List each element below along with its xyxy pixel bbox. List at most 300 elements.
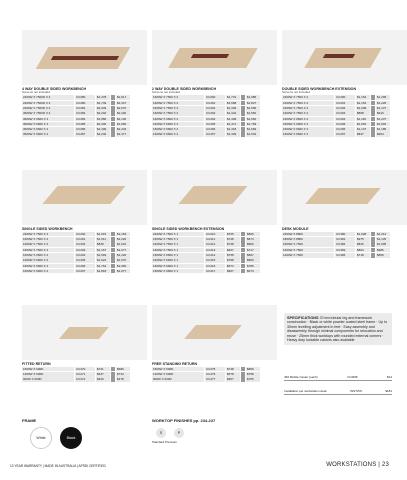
cell-price-black: $734 bbox=[116, 372, 130, 377]
cell-code: CC293 bbox=[335, 111, 355, 116]
cell-size: 1200W X 7500 bbox=[282, 253, 334, 258]
worktop-premium-label: Premium bbox=[165, 440, 178, 444]
table-row bbox=[22, 253, 147, 258]
cell-size: 1800W X 8800 bbox=[282, 237, 334, 242]
cell-code: CC207 bbox=[75, 269, 95, 274]
product-image-desk bbox=[282, 170, 407, 225]
cell-code: CC267 bbox=[205, 132, 225, 137]
frame-icon bbox=[111, 377, 115, 382]
cell-size: 3600W X 6600 X 4 bbox=[22, 127, 74, 132]
cell-size: 2400W X 7500D X 4 bbox=[22, 95, 74, 100]
cell-price-white: $667 bbox=[226, 377, 240, 382]
table-row bbox=[282, 237, 407, 242]
section-subtitle: Screens not included bbox=[152, 90, 181, 95]
cell-price-white: $627 bbox=[226, 248, 240, 253]
section-fitted-return bbox=[22, 305, 147, 382]
frame-icon bbox=[241, 122, 245, 127]
table-row bbox=[22, 264, 147, 269]
cell-price-black: $1,135 bbox=[376, 237, 390, 242]
cell-price-black: $1,077 bbox=[116, 248, 130, 253]
cell-price-white: $718 bbox=[356, 253, 370, 258]
cell-price-white: $1,093 bbox=[96, 253, 110, 258]
table-row bbox=[152, 122, 277, 127]
table-row bbox=[282, 232, 407, 237]
cell-price-black: $1,094 bbox=[376, 122, 390, 127]
section-desk-module bbox=[282, 170, 407, 258]
specifications-text: 37mm tubular leg and framework construction · Black or white powder coated steel frame · Up to 30mm levelling adjustment in feet · Easy assembly and disassembly through minimal components for relocation and reuse · 25mm thick worktops with rounded external corners · Heavy duty lockable castors also available bbox=[287, 316, 388, 343]
cell-code: CC217 bbox=[205, 269, 225, 274]
cell-size: 1600W X 6600 X 1 bbox=[152, 258, 204, 263]
table-row bbox=[22, 367, 147, 372]
cell-price-black: $2,130 bbox=[116, 117, 130, 122]
cell-code: CC291 bbox=[335, 101, 355, 106]
accessory-code: CCM08 bbox=[347, 375, 358, 379]
cell-size: 1600W X 7500 X 2 bbox=[22, 242, 74, 247]
cell-price-white: $1,167 bbox=[96, 248, 110, 253]
section-subtitle: Screens not included bbox=[22, 90, 51, 95]
cell-size: 2400W X 7500D X 4 bbox=[22, 106, 74, 111]
cell-price-white: $1,028 bbox=[356, 232, 370, 237]
table-row bbox=[152, 264, 277, 269]
footer-section: WORKSTATIONS bbox=[326, 462, 377, 468]
cell-size: 1600W X 6600 X 2 bbox=[282, 122, 334, 127]
table-row bbox=[152, 117, 277, 122]
cell-size: 1500W X 600D bbox=[152, 367, 204, 372]
cell-price-black: $964 bbox=[376, 132, 390, 137]
cell-code: CC205 bbox=[75, 258, 95, 263]
cell-size: 1200W X 600D bbox=[22, 372, 74, 377]
frame-icon bbox=[111, 269, 115, 274]
cell-price-white: $667 bbox=[226, 269, 240, 274]
cell-price-white: $1,568 bbox=[226, 101, 240, 106]
table-row bbox=[152, 372, 277, 377]
cell-price-white: $1,818 bbox=[96, 269, 110, 274]
cell-code: CC285 bbox=[75, 122, 95, 127]
section-title: FREE STANDING RETURN bbox=[152, 362, 198, 366]
section-2way bbox=[152, 30, 277, 137]
cell-price-black: $2,347 bbox=[116, 101, 130, 106]
worktop-standard-swatch bbox=[156, 428, 166, 438]
cell-price-white: $1,137 bbox=[356, 127, 370, 132]
frame-icon bbox=[241, 232, 245, 237]
cell-size: 1600W X 7500 bbox=[282, 248, 334, 253]
cell-price-black: $673 bbox=[246, 269, 260, 274]
product-image-free-standing bbox=[152, 305, 277, 360]
cell-size: 1600W X 6600 X 2 bbox=[152, 117, 204, 122]
section-title: DESK MODULE bbox=[282, 227, 309, 231]
cell-size: 1200W X 600D bbox=[152, 372, 204, 377]
price-table bbox=[22, 95, 147, 137]
cell-code: CC200 bbox=[75, 232, 95, 237]
frame-icon bbox=[111, 253, 115, 258]
cell-code: CC281 bbox=[75, 106, 95, 111]
table-row bbox=[152, 111, 277, 116]
cell-code: CC265 bbox=[205, 122, 225, 127]
cell-price-black: $1,226 bbox=[116, 253, 130, 258]
cell-size: 1600W X 7500 X 2 bbox=[282, 106, 334, 111]
section-title: FITTED RETURN bbox=[22, 362, 51, 366]
cell-price-white: $1,624 bbox=[96, 258, 110, 263]
cell-price-white: $1,880 bbox=[96, 117, 110, 122]
cell-size: 2400W X 7500D X 4 bbox=[22, 101, 74, 106]
cell-code: CC384 bbox=[335, 253, 355, 258]
section-title: 2 WAY DOUBLE SIDED WORKBENCH bbox=[152, 87, 217, 91]
table-row bbox=[22, 377, 147, 382]
cell-code: CC290 bbox=[335, 95, 355, 100]
product-image-single-extension bbox=[152, 170, 277, 225]
frame-icon bbox=[111, 258, 115, 263]
frame-icon bbox=[111, 248, 115, 253]
frame-icon bbox=[111, 127, 115, 132]
frame-icon bbox=[241, 242, 245, 247]
section-single-extension bbox=[152, 170, 277, 273]
cell-size: 1600W X 7500 X 1 bbox=[152, 242, 204, 247]
cell-code: CC297 bbox=[335, 132, 355, 137]
cell-size: 3600W X 6600 X 4 bbox=[22, 117, 74, 122]
cell-code: CC272 bbox=[75, 377, 95, 382]
product-image-4way bbox=[22, 30, 147, 85]
cell-size: 2400W X 7500 X 2 bbox=[282, 95, 334, 100]
table-row bbox=[22, 101, 147, 106]
frame-icon bbox=[371, 101, 375, 106]
cell-price-white: $2,202 bbox=[96, 111, 110, 116]
cell-price-black: $1,660 bbox=[246, 117, 260, 122]
price-table bbox=[152, 367, 277, 382]
accessory-row-caster bbox=[284, 375, 392, 381]
cell-code: CC266 bbox=[205, 127, 225, 132]
frame-white-swatch bbox=[30, 427, 52, 449]
cell-code: CC287 bbox=[75, 132, 95, 137]
table-row bbox=[152, 258, 277, 263]
table-row bbox=[152, 127, 277, 132]
table-row bbox=[22, 95, 147, 100]
worktop-premium-code: P bbox=[177, 431, 181, 435]
frame-icon bbox=[111, 122, 115, 127]
cell-price-white: $1,118 bbox=[356, 117, 370, 122]
cell-price-black: $478 bbox=[116, 377, 130, 382]
cell-size: 1500W X 600D bbox=[22, 367, 74, 372]
table-row bbox=[22, 122, 147, 127]
worktop-standard-code: S bbox=[159, 431, 163, 435]
cell-code: CC204 bbox=[75, 253, 95, 258]
cell-price-black: $1,214 bbox=[376, 232, 390, 237]
cell-price-white: $1,154 bbox=[356, 95, 370, 100]
section-single-sided bbox=[22, 170, 147, 273]
cell-price-white: $2,246 bbox=[96, 132, 110, 137]
cell-price-black: $755 bbox=[246, 377, 260, 382]
table-row bbox=[152, 132, 277, 137]
table-row bbox=[152, 269, 277, 274]
cell-price-white: $1,418 bbox=[226, 127, 240, 132]
cell-size: 1600W X 6600 X 2 bbox=[152, 122, 204, 127]
table-row bbox=[152, 377, 277, 382]
cell-price-white: $673 bbox=[226, 264, 240, 269]
cell-price-black: $2,670 bbox=[116, 106, 130, 111]
table-row bbox=[282, 248, 407, 253]
table-row bbox=[22, 242, 147, 247]
cell-code: CC263 bbox=[205, 111, 225, 116]
cell-size: 1600W X 7500 X 2 bbox=[152, 106, 204, 111]
cell-code: CC277 bbox=[205, 377, 225, 382]
frame-icon bbox=[371, 232, 375, 237]
frame-icon bbox=[371, 106, 375, 111]
cell-price-white: $1,731 bbox=[226, 95, 240, 100]
product-image-extension bbox=[282, 30, 407, 85]
cell-code: CC295 bbox=[335, 122, 355, 127]
table-row bbox=[282, 132, 407, 137]
cell-price-white: $758 bbox=[226, 253, 240, 258]
cell-size: 1600W X 6600 X 2 bbox=[152, 127, 204, 132]
cell-price-black: $1,960 bbox=[116, 122, 130, 127]
frame-icon bbox=[241, 95, 245, 100]
cell-price-white: $2,409 bbox=[96, 127, 110, 132]
cell-code: CC280 bbox=[75, 95, 95, 100]
cell-price-black: $2,320 bbox=[116, 111, 130, 116]
cell-price-white: $1,749 bbox=[96, 101, 110, 106]
cell-price-white: $1,471 bbox=[226, 122, 240, 127]
accessory-price: $181 bbox=[385, 389, 392, 393]
cell-size: 2400W X 8800 bbox=[282, 232, 334, 237]
table-row bbox=[22, 269, 147, 274]
cell-price-black: $860 bbox=[246, 258, 260, 263]
cell-code: CC280 bbox=[75, 101, 95, 106]
frame-icon bbox=[371, 95, 375, 100]
cell-code: CC260 bbox=[205, 95, 225, 100]
frame-icon bbox=[111, 101, 115, 106]
cell-code: CC213 bbox=[205, 248, 225, 253]
cell-size: 3600W X 6600 X 4 bbox=[22, 122, 74, 127]
cell-price-white: $748 bbox=[226, 367, 240, 372]
frame-icon bbox=[371, 132, 375, 137]
table-row bbox=[22, 132, 147, 137]
cell-price-white: $845 bbox=[356, 242, 370, 247]
cell-size: 1600W X 6600 X 1 bbox=[152, 269, 204, 274]
table-row bbox=[152, 242, 277, 247]
cell-code: CC262 bbox=[205, 106, 225, 111]
cell-price-white: $1,764 bbox=[96, 264, 110, 269]
cell-size: 1600W X 7500 X 2 bbox=[152, 95, 204, 100]
cell-price-black: $1,024 bbox=[116, 242, 130, 247]
frame-icon bbox=[241, 127, 245, 132]
table-row bbox=[152, 237, 277, 242]
section-title: 4 WAY DOUBLE SIDED WORKBENCH bbox=[22, 87, 87, 91]
cell-size: 1600W X 6600 X 2 bbox=[152, 132, 204, 137]
cell-code: CC201 bbox=[75, 237, 95, 242]
cell-price-black: $874 bbox=[246, 237, 260, 242]
cell-price-black: $1,596 bbox=[246, 106, 260, 111]
product-image-single bbox=[22, 170, 147, 225]
cell-size: 2400W X 7500 X 1 bbox=[152, 232, 204, 237]
frame-icon bbox=[371, 127, 375, 132]
cell-price-white: $629 bbox=[96, 377, 110, 382]
cell-price-white: $1,339 bbox=[226, 132, 240, 137]
price-table bbox=[282, 232, 407, 258]
cell-size: 1600W X 6600 X 2 bbox=[282, 117, 334, 122]
cell-price-black: $866 bbox=[246, 232, 260, 237]
cell-price-black: $1,226 bbox=[376, 101, 390, 106]
table-row bbox=[22, 237, 147, 242]
frame-icon bbox=[241, 258, 245, 263]
frame-icon bbox=[241, 248, 245, 253]
frame-icon bbox=[111, 111, 115, 116]
worktop-heading: WORKTOP FINISHES pp. 234-237 bbox=[152, 418, 216, 423]
cell-code: CC216 bbox=[205, 264, 225, 269]
accessory-label: 460 Mobile Caster (each) bbox=[284, 375, 318, 379]
cell-price-white: $1,448 bbox=[226, 117, 240, 122]
cell-code: CC383 bbox=[335, 248, 355, 253]
cell-size: 1600W X 7500 X 1 bbox=[152, 237, 204, 242]
specifications-heading: SPECIFICATIONS bbox=[287, 316, 319, 320]
cell-price-white: $578 bbox=[226, 372, 240, 377]
cell-code: CC202 bbox=[75, 242, 95, 247]
price-table bbox=[152, 232, 277, 274]
cell-size: 1600W X 6600 X 2 bbox=[22, 269, 74, 274]
cell-code: CC211 bbox=[205, 237, 225, 242]
cell-price-white: $868 bbox=[356, 111, 370, 116]
frame-icon bbox=[111, 242, 115, 247]
table-row bbox=[282, 253, 407, 258]
cell-price-white: $2,349 bbox=[96, 106, 110, 111]
cell-size: 1600W X 7500 X 1 bbox=[152, 248, 204, 253]
frame-icon bbox=[241, 367, 245, 372]
cell-code: CC210 bbox=[205, 232, 225, 237]
cell-size: 1600W X 7500 X 2 bbox=[22, 237, 74, 242]
cell-size: 1600W X 6600 X 2 bbox=[282, 132, 334, 137]
accessory-price: $14 bbox=[386, 375, 392, 379]
specifications-box bbox=[284, 313, 392, 345]
table-row bbox=[282, 122, 407, 127]
frame-icon bbox=[111, 232, 115, 237]
cell-price-black: $1,220 bbox=[116, 237, 130, 242]
footer-right: WORKSTATIONS | 23 bbox=[326, 462, 389, 468]
cell-price-white: $1,478 bbox=[96, 95, 110, 100]
cell-price-white: $1,038 bbox=[356, 106, 370, 111]
price-table bbox=[152, 95, 277, 137]
cell-price-white: $738 bbox=[226, 242, 240, 247]
cell-price-black: $2,433 bbox=[116, 127, 130, 132]
cell-price-black: $1,560 bbox=[246, 111, 260, 116]
cell-code: CC276 bbox=[205, 372, 225, 377]
cell-size: 1600W X 6600 X 2 bbox=[22, 258, 74, 263]
frame-icon bbox=[241, 237, 245, 242]
frame-icon bbox=[111, 132, 115, 137]
table-row bbox=[152, 232, 277, 237]
frame-icon bbox=[371, 237, 375, 242]
cell-price-white: $1,154 bbox=[356, 101, 370, 106]
frame-icon bbox=[241, 117, 245, 122]
table-row bbox=[22, 248, 147, 253]
table-row bbox=[282, 101, 407, 106]
frame-icon bbox=[371, 117, 375, 122]
frame-icon bbox=[241, 264, 245, 269]
table-row bbox=[22, 127, 147, 132]
worktop-labels bbox=[152, 440, 177, 444]
worktop-standard-label: Standard bbox=[152, 440, 165, 444]
cell-size: 900W X 600D bbox=[152, 377, 204, 382]
cell-price-black: $1,827 bbox=[246, 101, 260, 106]
frame-icon bbox=[371, 248, 375, 253]
cell-code: CC296 bbox=[335, 127, 355, 132]
frame-icon bbox=[371, 122, 375, 127]
product-image-2way bbox=[152, 30, 277, 85]
frame-icon bbox=[241, 253, 245, 258]
cell-size: 1600W X 6600 X 2 bbox=[282, 127, 334, 132]
frame-icon bbox=[241, 111, 245, 116]
cell-code: CC214 bbox=[205, 253, 225, 258]
table-row bbox=[152, 95, 277, 100]
frame-icon bbox=[111, 106, 115, 111]
table-row bbox=[282, 106, 407, 111]
cell-price-black: $1,070 bbox=[116, 258, 130, 263]
table-row bbox=[282, 111, 407, 116]
cell-price-white: $863 bbox=[356, 248, 370, 253]
accessory-code: INSTWS bbox=[350, 389, 362, 393]
cell-size: 1600W X 6600 X 1 bbox=[152, 264, 204, 269]
frame-icon bbox=[371, 242, 375, 247]
cell-price-black: $758 bbox=[246, 372, 260, 377]
frame-icon bbox=[241, 106, 245, 111]
cell-price-black: $867 bbox=[246, 253, 260, 258]
table-row bbox=[22, 232, 147, 237]
table-row bbox=[22, 106, 147, 111]
section-title: SINGLE SIDED WORKBENCH EXTENSION bbox=[152, 227, 225, 231]
price-table bbox=[22, 367, 147, 382]
cell-size: 900W X 600D bbox=[22, 377, 74, 382]
cell-price-white: $1,344 bbox=[226, 111, 240, 116]
cell-price-black: $1,077 bbox=[116, 269, 130, 274]
cell-size: 1600W X 7500 X 2 bbox=[152, 101, 204, 106]
cell-price-white: $849 bbox=[96, 242, 110, 247]
table-row bbox=[152, 253, 277, 258]
cell-price-black: $910 bbox=[376, 111, 390, 116]
accessory-row-install bbox=[284, 389, 392, 395]
cell-size: 1600W X 6600 X 2 bbox=[22, 253, 74, 258]
cell-price-black: $786 bbox=[246, 264, 260, 269]
frame-icon bbox=[241, 101, 245, 106]
cell-price-white: $798 bbox=[226, 258, 240, 263]
table-row bbox=[152, 248, 277, 253]
table-row bbox=[282, 127, 407, 132]
table-row bbox=[282, 242, 407, 247]
cell-size: 1600W X 6600 X 2 bbox=[22, 264, 74, 269]
table-row bbox=[22, 372, 147, 377]
accessory-label: Installation per workstation desk bbox=[284, 389, 327, 393]
cell-price-white: $1,339 bbox=[226, 106, 240, 111]
cell-price-white: $1,015 bbox=[96, 232, 110, 237]
table-row bbox=[152, 101, 277, 106]
cell-price-black: $1,137 bbox=[376, 106, 390, 111]
cell-code: CC282 bbox=[75, 111, 95, 116]
table-row bbox=[152, 106, 277, 111]
cell-size: 1600W X 7500 bbox=[282, 242, 334, 247]
frame-icon bbox=[371, 111, 375, 116]
product-image-fitted-return bbox=[22, 305, 147, 360]
frame-icon bbox=[111, 372, 115, 377]
cell-price-black: $1,060 bbox=[116, 264, 130, 269]
section-subtitle: Screens not included bbox=[282, 90, 311, 95]
cell-price-black: $866 bbox=[246, 367, 260, 372]
cell-price-black: $1,532 bbox=[246, 132, 260, 137]
price-table bbox=[22, 232, 147, 274]
cell-price-white: $765 bbox=[226, 232, 240, 237]
cell-size: 3600W X 7500D X 4 bbox=[22, 111, 74, 116]
cell-price-black: $717 bbox=[246, 248, 260, 253]
footer-page-number: 23 bbox=[381, 462, 389, 468]
cell-code: CC275 bbox=[205, 367, 225, 372]
cell-code: CC212 bbox=[205, 242, 225, 247]
cell-price-black: $866 bbox=[246, 242, 260, 247]
cell-price-white: $975 bbox=[356, 237, 370, 242]
